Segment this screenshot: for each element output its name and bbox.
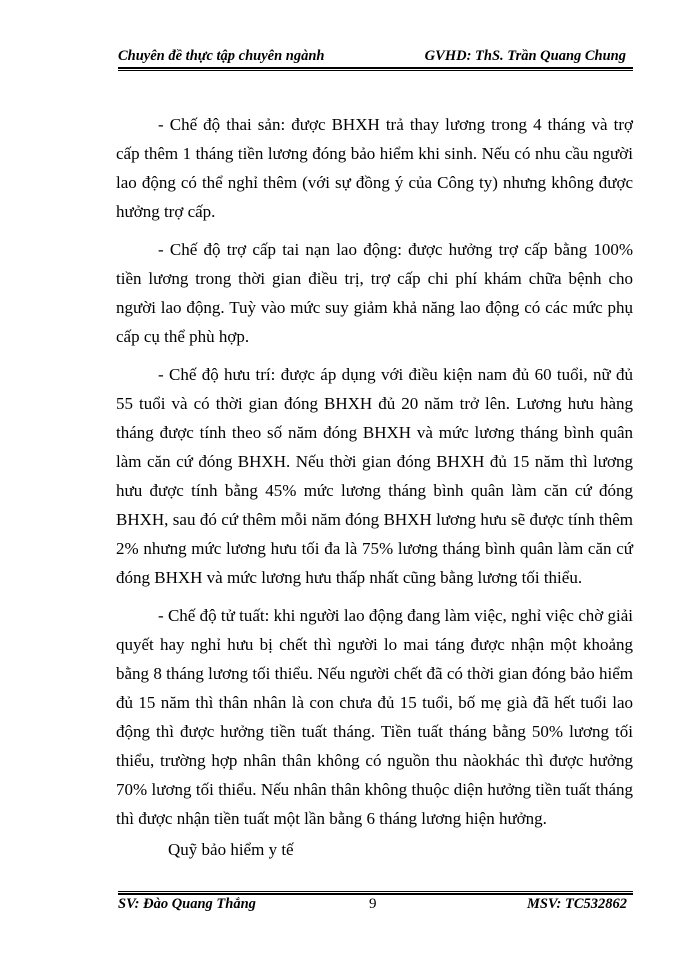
page-number: 9 <box>369 896 377 912</box>
paragraph-maternity: - Chế độ thai sản: được BHXH trả thay lương trong 4 tháng và trợ cấp thêm 1 tháng tiền lương đóng bảo hiểm khi sinh. Nếu có nhu cầu người lao động có thể nghỉ thêm (với sự đồng ý của Công ty) nhưng không được hưởng trợ cấp. <box>116 115 633 221</box>
page-footer <box>118 896 633 916</box>
page-header <box>118 48 630 68</box>
header-supervisor: GVHD: ThS. Trần Quang Chung <box>424 48 626 64</box>
document-body <box>116 110 633 864</box>
paragraph-work-accident: - Chế độ trợ cấp tai nạn lao động: được hưởng trợ cấp bằng 100% tiền lương trong thời gian điều trị, trợ cấp chi phí khám chữa bệnh cho người lao động. Tuỳ vào mức suy giảm khả năng lao động có các mức phụ cấp cụ thể phù hợp. <box>116 240 633 346</box>
subheading-health-insurance: Quỹ bảo hiểm y tế <box>168 840 294 859</box>
footer-divider-thin <box>118 891 633 892</box>
paragraph-retirement: - Chế độ hưu trí: được áp dụng với điều kiện nam đủ 60 tuổi, nữ đủ 55 tuổi và có thời gian đóng BHXH đủ 20 năm trở lên. Lương hưu hàng tháng được tính theo số năm đóng BHXH và mức lương tháng bình quân làm căn cứ đóng BHXH. Nếu thời gian đóng BHXH đủ 15 năm thì lương hưu được tính bằng 45% mức lương tháng bình quân làm căn cứ đóng BHXH, sau đó cứ thêm mỗi năm đóng BHXH lương hưu sẽ được tính thêm 2% nhưng mức lương hưu tối đa là 75% lương tháng bình quân làm căn cứ đóng BHXH và mức lương hưu thấp nhất cũng bằng lương tối thiểu. <box>116 365 633 587</box>
header-divider <box>118 67 633 69</box>
header-course-title: Chuyên đề thực tập chuyên ngành <box>118 48 325 64</box>
header-divider-thin <box>118 70 633 71</box>
paragraph-death-benefit: - Chế độ tử tuất: khi người lao động đang làm việc, nghỉ việc chờ giải quyết hay nghỉ hưu bị chết thì người lo mai táng được nhận một khoảng bằng 8 tháng lương tối thiểu. Nếu người chết đã có thời gian đóng bảo hiểm đủ 15 năm thì thân nhân là con chưa đủ 15 tuổi, bố mẹ già đã hết tuổi lao động thì được hưởng tiền tuất tháng. Tiền tuất tháng bằng 50% lương tối thiểu, trường hợp nhân thân không có nguồn thu nàokhác thì được hưởng 70% lương tối thiểu. Nếu nhân thân không thuộc diện hưởng tiền tuất tháng thì được nhận tiền tuất một lần bằng 6 tháng lương hiện hưởng. <box>116 606 633 828</box>
footer-student-id: MSV: TC532862 <box>526 896 627 912</box>
footer-divider <box>118 893 633 895</box>
footer-student-name: SV: Đào Quang Thắng <box>118 896 256 912</box>
